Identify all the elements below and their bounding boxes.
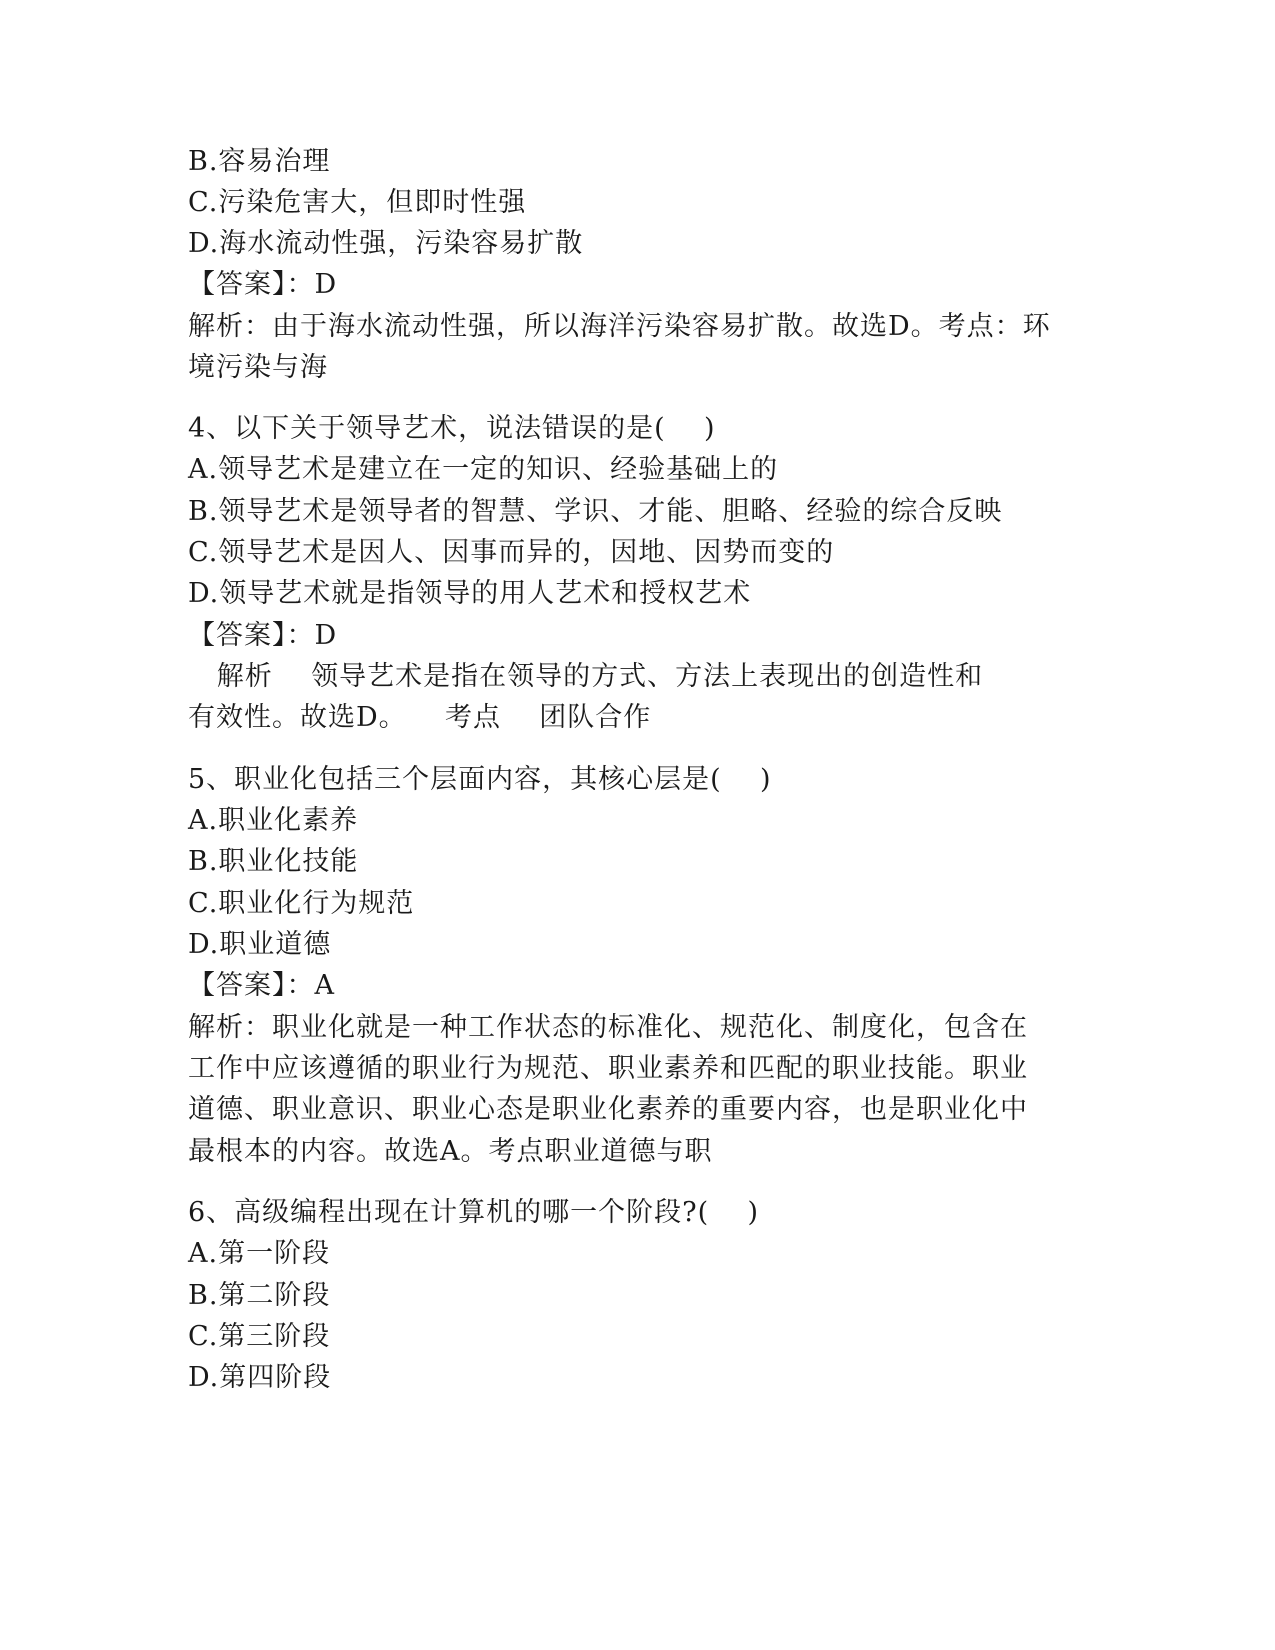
option-4b: B.领导艺术是领导者的智慧、学识、才能、胆略、经验的综合反映 bbox=[188, 496, 1003, 527]
option-5d: D.职业道德 bbox=[188, 929, 332, 960]
question-4: 4、以下关于领导艺术，说法错误的是( ) bbox=[188, 413, 716, 444]
explanation-4-line-2: 有效性。故选D。 考点 团队合作 bbox=[188, 702, 652, 733]
explanation-5-line-3: 道德、职业意识、职业心态是职业化素养的重要内容，也是职业化中 bbox=[188, 1094, 1028, 1125]
option-3d: D.海水流动性强，污染容易扩散 bbox=[188, 228, 584, 259]
answer-5: 【答案】：A bbox=[188, 970, 335, 1001]
option-3c: C.污染危害大，但即时性强 bbox=[188, 187, 527, 218]
answer-4: 【答案】：D bbox=[188, 620, 338, 651]
option-5c: C.职业化行为规范 bbox=[188, 888, 415, 919]
option-6d: D.第四阶段 bbox=[188, 1362, 332, 1393]
explanation-5-line-1: 解析：职业化就是一种工作状态的标准化、规范化、制度化，包含在 bbox=[188, 1012, 1028, 1043]
explanation-5-line-4: 最根本的内容。故选A。考点职业道德与职 bbox=[188, 1136, 713, 1167]
answer-3: 【答案】：D bbox=[188, 269, 338, 300]
option-4a: A.领导艺术是建立在一定的知识、经验基础上的 bbox=[188, 454, 779, 485]
explanation-5-line-2: 工作中应该遵循的职业行为规范、职业素养和匹配的职业技能。职业 bbox=[188, 1053, 1028, 1084]
explanation-3-line-2: 境污染与海 bbox=[188, 352, 328, 383]
question-6: 6、高级编程出现在计算机的哪一个阶段?( ) bbox=[188, 1197, 760, 1228]
question-5: 5、职业化包括三个层面内容，其核心层是( ) bbox=[188, 764, 772, 795]
option-4c: C.领导艺术是因人、因事而异的，因地、因势而变的 bbox=[188, 537, 835, 568]
option-6a: A.第一阶段 bbox=[188, 1238, 331, 1269]
option-6b: B.第二阶段 bbox=[188, 1280, 331, 1311]
explanation-4-line-1: 解析 领导艺术是指在领导的方式、方法上表现出的创造性和 bbox=[188, 661, 984, 692]
option-5a: A.职业化素养 bbox=[188, 805, 359, 836]
option-5b: B.职业化技能 bbox=[188, 846, 359, 877]
option-4d: D.领导艺术就是指领导的用人艺术和授权艺术 bbox=[188, 578, 752, 609]
explanation-3-line-1: 解析：由于海水流动性强，所以海洋污染容易扩散。故选D。考点：环 bbox=[188, 311, 1051, 342]
option-6c: C.第三阶段 bbox=[188, 1321, 331, 1352]
option-3b: B.容易治理 bbox=[188, 146, 331, 177]
